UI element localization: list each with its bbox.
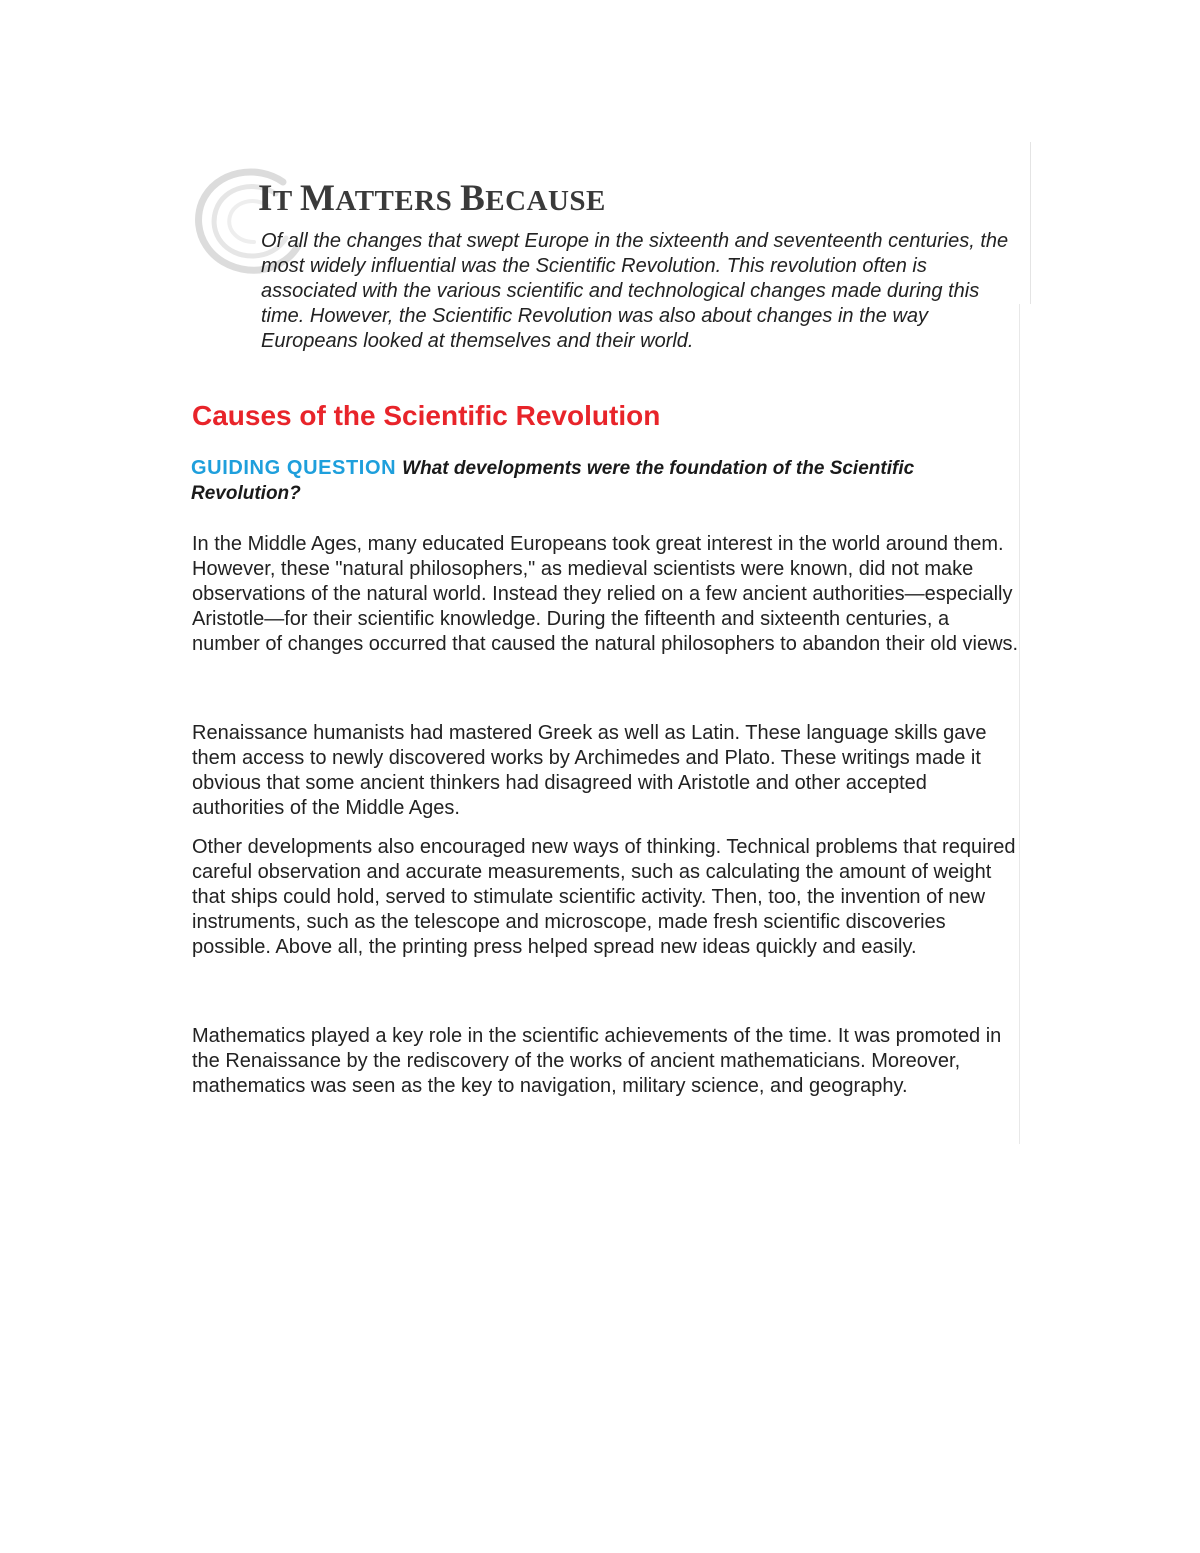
title-part: ECAUSE (485, 185, 606, 217)
guiding-question-label: GUIDING QUESTION (191, 457, 397, 479)
body-paragraph: Mathematics played a key role in the scientific achievements of the time. It was promoted in the Renaissance by the rediscovery of the works of ancient mathematicians. Moreover, mathematics was seen as the key to navigation, military science, and geography. (192, 1025, 1002, 1097)
body-paragraph: Other developments also encouraged new ways of thinking. Technical problems that required careful observation and accurate measurements, such as calculating the amount of weight that ships could hold, served to stimulate scientific activity. Then, too, the invention of new instruments, such as the telescope and microscope, made fresh scientific discoveries possible. Above all, the printing press helped spread new ideas quickly and easily. (192, 836, 1016, 958)
body-paragraph: Renaissance humanists had mastered Greek as well as Latin. These language skills gave them access to newly discovered works by Archimedes and Plato. These writings made it obvious that some ancient thinkers had disagreed with Aristotle and other accepted authorities of the Middle Ages. (192, 722, 987, 819)
it-matters-title (258, 176, 606, 224)
section-heading: Causes of the Scientific Revolution (192, 400, 661, 431)
guiding-question (191, 456, 1021, 506)
body-paragraph: In the Middle Ages, many educated Europeans took great interest in the world around them. However, these "natural philosophers," as medieval scientists were known, did not make observations of the natural world. Instead they relied on a few ancient authorities—especially Aristotle—for their scientific knowledge. During the fifteenth and sixteenth centuries, a number of changes occurred that caused the natural philosophers to abandon their old views. (192, 533, 1019, 655)
it-matters-text: Of all the changes that swept Europe in the sixteenth and seventeenth centuries, the most widely influential was the Scientific Revolution. This revolution often is associated with the various scientific and technological changes made during this time. However, the Scientific Revolution was also about changes in the way Europeans looked at themselves and their world. (261, 230, 1009, 352)
guiding-question-text: What developments were the foundation of the Scientific Revolution? (191, 458, 915, 504)
title-initial: M (299, 178, 336, 219)
margin-rule-top (1030, 142, 1031, 304)
title-part: T (272, 185, 300, 217)
title-initial: B (460, 178, 486, 219)
title-part: ATTERS (335, 185, 461, 217)
title-initial: I (258, 178, 273, 219)
